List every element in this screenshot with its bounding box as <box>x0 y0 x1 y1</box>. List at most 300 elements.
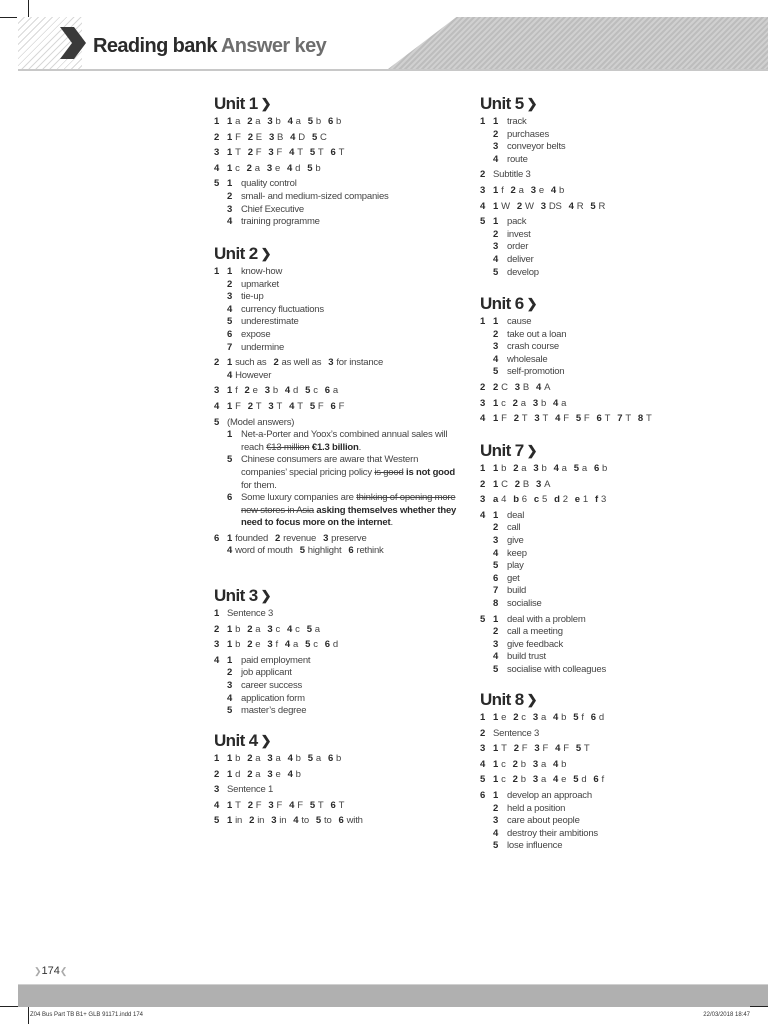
item-number: 5 <box>309 147 315 159</box>
exercise <box>214 132 464 145</box>
item-number: 5 <box>299 545 305 557</box>
item-number: 5 <box>309 400 315 412</box>
item-number: 4 <box>553 758 559 770</box>
answer-line <box>227 753 464 766</box>
item-answer: c <box>313 639 318 651</box>
item-answer: undermine <box>241 341 285 353</box>
item-answer: f <box>501 184 504 196</box>
answer-list-item <box>227 680 464 693</box>
exercise <box>480 774 730 787</box>
item-answer: F <box>235 400 241 412</box>
answer-list-item <box>493 254 730 267</box>
item-answer: b <box>561 712 567 723</box>
item-answer: C <box>320 131 327 143</box>
answer-list-item <box>493 560 730 573</box>
item-answer: to <box>301 815 309 827</box>
item-number: 5 <box>573 463 579 474</box>
struck-text: is good <box>374 466 404 478</box>
exercise <box>480 479 730 492</box>
answer-pair <box>493 774 506 785</box>
exercise <box>480 398 730 411</box>
answer-pair <box>513 774 526 785</box>
item-answer: e <box>252 385 258 397</box>
item-answer: 5 <box>541 494 548 506</box>
item-answer: c <box>235 162 240 174</box>
item-number: 2 <box>510 184 516 196</box>
answer-line <box>493 712 730 725</box>
chevron-right-icon: ❯ <box>526 692 537 707</box>
unit-heading <box>214 94 464 116</box>
answer-pair <box>227 639 240 650</box>
item-answer: F <box>317 400 324 412</box>
item-answer: track <box>507 116 527 127</box>
answer-pair <box>271 815 286 826</box>
item-answer: in <box>235 815 243 827</box>
item-answer: build <box>507 585 527 597</box>
item-number: 1 <box>493 712 499 723</box>
item-number: 3 <box>267 768 273 780</box>
answer-pair <box>554 494 568 505</box>
answer-list-item <box>227 693 464 706</box>
item-answer: e <box>275 768 281 780</box>
item-answer: F <box>235 131 241 143</box>
answer-pair <box>576 413 590 424</box>
item-answer: e <box>538 184 544 196</box>
item-number: 2 <box>516 200 522 212</box>
item-number: 6 <box>324 385 330 397</box>
answer-pair <box>536 479 550 490</box>
print-timestamp: 22/03/2018 18:47 <box>703 1012 750 1018</box>
item-answer: R <box>598 200 606 212</box>
answer-pair <box>493 382 508 393</box>
answer-list-item <box>493 815 730 828</box>
item-number: 3 <box>540 200 546 212</box>
item-answer: F <box>563 413 569 425</box>
item-answer: b <box>559 184 565 196</box>
answer-pair <box>593 774 604 785</box>
exercise <box>214 357 464 382</box>
answer-list-item <box>493 639 730 652</box>
item-number: 1 <box>493 758 499 770</box>
item-answer: revenue <box>283 532 317 544</box>
answer-pair <box>247 753 260 764</box>
item-number: 6 <box>596 413 602 425</box>
item-answer: a <box>581 463 587 474</box>
answer-line <box>227 401 464 414</box>
item-number: 6 <box>227 328 233 340</box>
item-number: 2 <box>513 463 519 474</box>
answer-pair <box>493 479 508 490</box>
item-answer: b <box>336 753 342 764</box>
page-header <box>18 17 768 71</box>
item-answer: T <box>521 413 528 425</box>
answer-pair <box>328 357 383 368</box>
unit-heading <box>214 731 464 753</box>
item-number: 5 <box>227 454 233 466</box>
unit-section <box>480 294 730 429</box>
item-number: 7 <box>227 341 233 353</box>
answer-pair <box>638 413 652 424</box>
item-number: 5 <box>309 799 315 811</box>
item-number: 1 <box>227 532 233 544</box>
answer-line <box>493 774 730 787</box>
item-number: 5 <box>493 560 499 572</box>
item-answer: master’s degree <box>241 705 307 717</box>
item-answer: T <box>501 743 507 755</box>
item-number: 1 <box>227 131 233 143</box>
answer-pair <box>267 753 280 764</box>
answer-pair <box>227 769 240 780</box>
item-number: 2 <box>493 128 499 140</box>
item-answer: a <box>540 712 547 723</box>
item-answer: a <box>293 639 299 651</box>
crop-mark <box>28 1007 29 1024</box>
exercise-number: 1 <box>480 316 486 327</box>
answer-pair <box>551 185 564 196</box>
item-number: 2 <box>275 532 281 544</box>
item-answer: F <box>501 413 507 425</box>
item-number: 8 <box>637 413 644 425</box>
item-number: 2 <box>247 147 253 159</box>
answer-pair <box>273 357 321 368</box>
item-number: 7 <box>617 413 623 425</box>
item-answer: c <box>521 712 526 723</box>
answer-pair <box>290 132 305 143</box>
exercise <box>480 216 730 279</box>
item-number: 4 <box>553 712 559 723</box>
item-number: 2 <box>512 758 518 770</box>
exercise-number: 5 <box>214 815 220 827</box>
answer-list-item <box>493 614 730 627</box>
item-number: 2 <box>247 131 253 143</box>
answer-line <box>227 357 464 370</box>
item-answer: destroy their ambitions <box>507 827 598 839</box>
item-answer: c <box>275 623 281 635</box>
answer-pair <box>513 463 526 474</box>
item-answer: 2 <box>562 494 568 506</box>
item-answer: b <box>602 463 608 474</box>
answer-pair <box>227 132 241 143</box>
item-answer: f <box>581 712 584 723</box>
item-number: 5 <box>307 116 313 127</box>
exercise <box>214 163 464 176</box>
answer-pair <box>555 743 569 754</box>
exercise <box>214 753 464 766</box>
exercise <box>480 728 730 741</box>
item-answer: tie-up <box>241 291 264 303</box>
item-answer: B <box>522 381 529 393</box>
item-number: 3 <box>493 141 499 153</box>
item-answer: a <box>521 463 527 474</box>
item-answer: a <box>255 753 261 764</box>
exercise-number: 3 <box>214 385 220 397</box>
exercise-number: 6 <box>480 789 486 801</box>
answer-pair <box>268 401 282 412</box>
unit-heading <box>480 690 730 712</box>
exercise <box>214 655 464 718</box>
item-number: 5 <box>305 639 311 651</box>
item-answer: Chief Executive <box>241 203 305 215</box>
answer-line <box>493 479 730 492</box>
answer-list-item <box>227 705 464 718</box>
item-number: 5 <box>306 623 312 635</box>
file-info: Z04 Bus Part TB B1+ GLB 91171.indd 174 <box>30 1012 144 1018</box>
answer-pair <box>331 800 345 811</box>
item-answer: a <box>295 116 301 127</box>
answer-pair <box>310 800 324 811</box>
item-answer: T <box>583 743 590 755</box>
answer-list-item <box>493 828 730 841</box>
item-answer: b <box>235 753 241 764</box>
item-number: 5 <box>315 815 321 827</box>
answer-pair <box>554 463 567 474</box>
item-answer: job applicant <box>241 667 292 679</box>
answer-list-item <box>493 154 730 167</box>
item-answer: expose <box>241 328 271 340</box>
item-number: 8 <box>493 597 499 609</box>
answer-pair <box>268 800 282 811</box>
exercise-number: 3 <box>214 784 220 796</box>
item-answer: training programme <box>241 216 320 228</box>
item-number: 2 <box>227 190 233 202</box>
answer-pair <box>514 743 528 754</box>
unit-heading <box>480 94 730 116</box>
answer-line <box>227 147 464 160</box>
answer-pair <box>285 639 298 650</box>
answer-pair <box>513 398 526 409</box>
exercise-number: 4 <box>214 654 220 666</box>
answer-line <box>227 624 464 637</box>
item-answer: b <box>336 116 342 127</box>
item-number: 1 <box>493 216 499 228</box>
answer-pair <box>287 163 300 174</box>
exercise <box>480 510 730 611</box>
item-number: 6 <box>330 147 336 159</box>
answer-pair <box>269 132 283 143</box>
answer-list-item <box>227 304 464 317</box>
answer-pair <box>575 494 588 505</box>
exercise <box>480 201 730 214</box>
answer-pair <box>227 800 241 811</box>
item-number: 3 <box>227 679 233 691</box>
item-number: 4 <box>289 147 295 159</box>
item-answer: b <box>275 116 281 127</box>
item-number: 2 <box>227 667 233 679</box>
unit-heading <box>214 586 464 608</box>
item-number: 4 <box>493 353 499 365</box>
item-answer: T <box>276 400 283 412</box>
answer-pair <box>305 385 318 396</box>
answer-list-item <box>493 664 730 677</box>
item-number: 2 <box>247 116 253 127</box>
item-answer: play <box>507 560 524 572</box>
answer-pair <box>285 385 298 396</box>
answer-pair <box>553 398 566 409</box>
exercise-number: 2 <box>214 768 220 780</box>
item-number: 1 <box>227 147 233 159</box>
item-answer: 6 <box>521 494 527 506</box>
answer-line <box>227 639 464 652</box>
item-number: 1 <box>493 743 499 755</box>
item-number: 2 <box>493 626 499 638</box>
item-answer: b <box>315 162 321 174</box>
answer-list-item <box>493 651 730 664</box>
answer-pair <box>227 357 266 368</box>
item-number: 2 <box>249 815 255 827</box>
corrected-text: €1.3 billion <box>311 441 359 453</box>
item-number: 1 <box>227 654 233 666</box>
answer-pair <box>534 413 548 424</box>
exercise-number: 2 <box>480 169 486 181</box>
answer-pair <box>245 385 258 396</box>
item-answer: F <box>338 400 345 412</box>
answer-line <box>493 185 730 198</box>
item-number: 6 <box>493 572 499 584</box>
item-number: 3 <box>227 203 233 215</box>
answer-pair <box>325 639 338 650</box>
item-number: 3 <box>328 357 334 369</box>
answer-list-item <box>493 354 730 367</box>
item-number: e <box>574 494 580 506</box>
item-number: b <box>513 494 519 506</box>
footer-bar <box>18 984 768 1007</box>
chevron-left-icon: ❮ <box>59 966 68 976</box>
item-answer: R <box>576 200 584 212</box>
item-answer: underestimate <box>241 316 299 328</box>
item-answer: W <box>524 200 534 212</box>
item-number: 6 <box>593 463 600 474</box>
exercise-number: 3 <box>214 147 220 159</box>
item-number: 6 <box>348 545 354 557</box>
item-number: 1 <box>227 753 233 764</box>
item-number: a <box>493 494 499 506</box>
exercise-number: 4 <box>214 799 220 811</box>
answer-pair <box>248 132 262 143</box>
exercise <box>480 463 730 476</box>
crop-mark <box>750 1006 768 1007</box>
item-answer: T <box>542 413 549 425</box>
answer-list-item <box>493 241 730 254</box>
item-answer: F <box>583 413 590 425</box>
exercise <box>214 401 464 414</box>
item-answer: d <box>235 768 241 780</box>
item-answer: socialise with colleagues <box>507 663 607 675</box>
item-number: 4 <box>553 397 559 409</box>
item-answer: a <box>235 116 241 127</box>
exercise <box>214 639 464 652</box>
item-answer: conveyor belts <box>507 141 566 153</box>
item-number: 3 <box>267 639 273 651</box>
item-answer: currency fluctuations <box>241 303 324 315</box>
exercise-number: 3 <box>214 639 220 651</box>
item-answer: e <box>561 774 567 786</box>
exercise <box>480 759 730 772</box>
exercise-number: 2 <box>214 357 220 369</box>
answer-pair <box>305 639 318 650</box>
answer-pair <box>513 759 526 770</box>
item-number: 2 <box>493 522 499 534</box>
item-number: 2 <box>273 357 279 369</box>
answer-pair <box>573 712 584 723</box>
item-answer: a <box>540 774 547 786</box>
model-answer <box>227 492 464 530</box>
answer-pair <box>493 185 504 196</box>
answer-pair <box>227 163 240 174</box>
answer-pair <box>493 398 506 409</box>
answer-pair <box>493 201 510 212</box>
answer-list-item <box>227 291 464 304</box>
answer-pair <box>227 401 241 412</box>
answer-line <box>227 815 464 828</box>
model-answer <box>227 454 464 492</box>
exercise-number: 2 <box>480 478 486 490</box>
item-answer: develop <box>507 266 539 278</box>
chevron-right-icon: ❯ <box>260 588 271 603</box>
exercise-text: Sentence 3 <box>493 727 540 739</box>
item-number: 4 <box>493 153 499 165</box>
answer-list-item <box>493 535 730 548</box>
answer-text: . <box>390 517 393 529</box>
item-answer: c <box>501 397 506 409</box>
answer-pair <box>573 774 586 785</box>
item-number: 6 <box>324 639 330 651</box>
item-answer: b <box>295 768 301 780</box>
answer-pair <box>531 185 544 196</box>
item-number: 3 <box>267 116 273 127</box>
item-number: 6 <box>327 116 334 127</box>
item-answer: founded <box>235 532 269 544</box>
item-number: 3 <box>227 291 233 303</box>
page-number-text: 174 <box>41 965 60 977</box>
answer-pair <box>310 401 324 412</box>
item-answer: E <box>255 131 262 143</box>
item-number: 3 <box>532 758 538 770</box>
section-title: Reading bank <box>93 35 217 57</box>
answer-text: Net-a-Porter and Yoox’s combined annual sales will reach <box>241 429 448 453</box>
unit-section <box>214 244 464 561</box>
answer-pair <box>331 147 345 158</box>
item-number: 3 <box>493 534 499 546</box>
answer-pair <box>339 815 363 826</box>
item-answer: small- and medium-sized companies <box>241 190 389 202</box>
exercise-number: 6 <box>214 532 220 544</box>
answer-pair <box>493 413 507 424</box>
item-answer: a <box>561 397 567 409</box>
item-answer: develop an approach <box>507 789 592 801</box>
item-number: 3 <box>323 532 329 544</box>
item-number: 4 <box>553 774 559 786</box>
item-number: 1 <box>493 413 499 425</box>
answer-list-item <box>227 204 464 217</box>
item-number: 4 <box>287 162 293 174</box>
item-number: 3 <box>536 478 542 490</box>
item-answer: D <box>298 131 305 143</box>
chevron-right-icon: ❯ <box>526 443 537 458</box>
answer-list-item <box>227 667 464 680</box>
item-number: 4 <box>553 463 559 474</box>
exercise-number: 5 <box>480 216 486 228</box>
item-answer: build trust <box>507 651 546 663</box>
struck-text: thinking of opening more new stores in Asia <box>241 492 456 516</box>
answer-line <box>227 533 464 546</box>
answer-list-item <box>493 316 730 329</box>
item-number: 5 <box>573 774 579 786</box>
answer-list-item <box>493 522 730 535</box>
item-number: 2 <box>247 753 253 764</box>
answer-pair <box>247 624 260 635</box>
exercise-number: 1 <box>480 712 486 723</box>
exercise <box>214 608 464 621</box>
